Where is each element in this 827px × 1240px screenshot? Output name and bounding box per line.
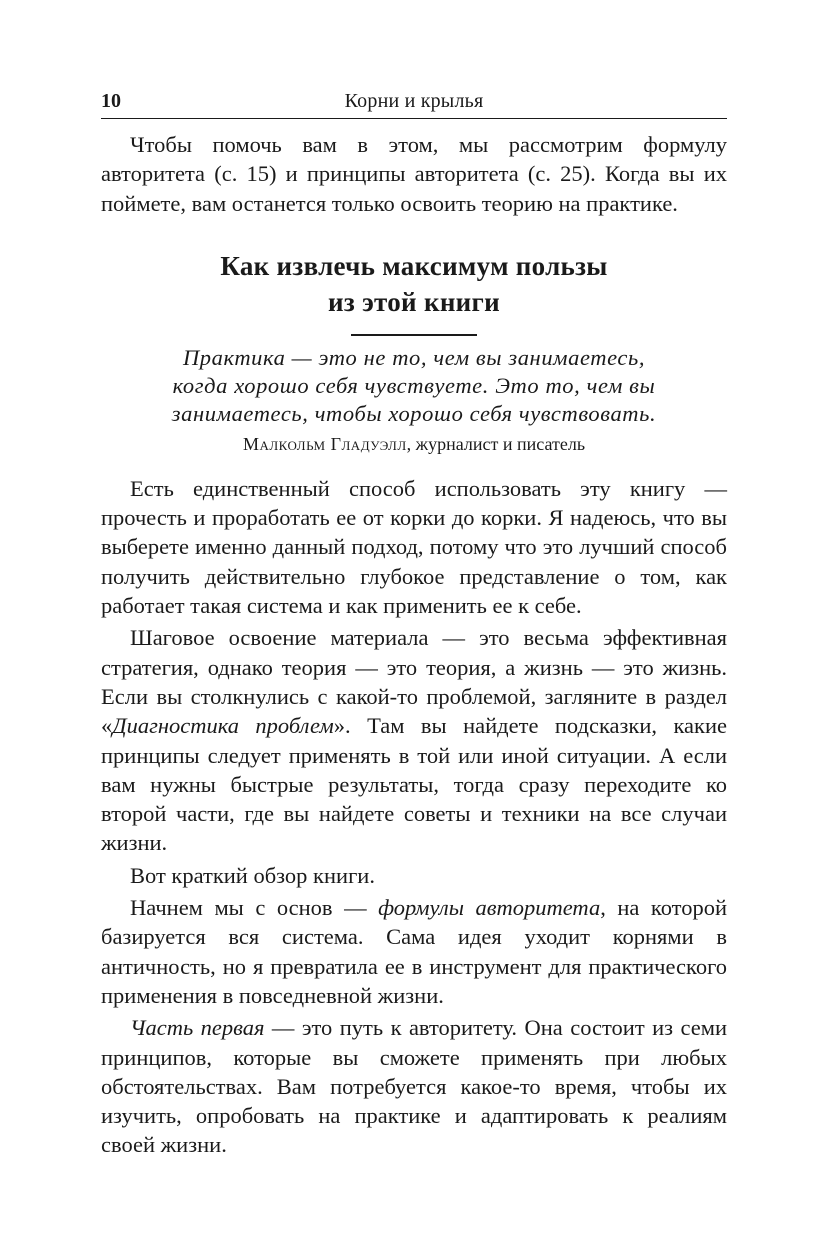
p5-emphasis: Часть первая (130, 1015, 265, 1041)
body-paragraph-3: Вот краткий обзор книги. (130, 862, 375, 888)
epigraph-attribution (101, 432, 727, 456)
body-paragraph-2 (101, 623, 727, 857)
intro-paragraph: Чтобы помочь вам в этом, мы рассмотрим формулу авторитета (с. 15) и принципы авторитета (с. 25). Когда вы их поймете, вам останется только освоить теорию на практике. (101, 132, 727, 216)
epigraph (101, 344, 727, 428)
epigraph-line-1: Практика — это не то, чем вы занимаетесь, (182, 344, 646, 370)
epigraph-line-3: занимаетесь, чтобы хорошо себя чувствовать. (171, 400, 657, 426)
running-head (101, 86, 727, 116)
body-paragraph-4 (101, 893, 727, 1010)
p2-text-end: ». Там вы найдете подсказки, какие принципы следует применять в той или иной ситуации. А если вам нужны быстрые результаты, тогда сразу переходите ко второй части, где вы найдете советы и техники на все случаи жизни. (101, 713, 727, 856)
epigraph-author: Малкольм Гладуэлл (242, 433, 407, 454)
header-rule (101, 118, 727, 119)
p4-text-end: , на которой базируется вся система. Сама идея уходит корнями в античность, но я превратила ее в инструмент для практического применения в повседневной жизни. (101, 895, 727, 1008)
body-paragraph-5 (101, 1013, 727, 1159)
p4-emphasis: формулы авторитета (378, 895, 601, 921)
body-text (101, 474, 727, 1160)
book-page (101, 86, 727, 1160)
section-title-line-1: Как извлечь максимум пользы (220, 250, 608, 281)
page-number: 10 (101, 90, 121, 112)
p5-text-end: — это путь к авторитету. Она состоит из семи принципов, которые вы сможете применять при любых обстоятельствах. Вам потребуется какое-то время, чтобы их изучить, опробовать на практике и адаптировать к реалиям своей жизни. (101, 1015, 727, 1158)
body-paragraph-1: Есть единственный способ использовать эту книгу — прочесть и проработать ее от корки до корки. Я надеюсь, что вы выберете именно данный подход, потому что это лучший способ получить действительно глубокое представление о том, как работает такая система и как применить ее к себе. (101, 475, 727, 619)
title-underline-rule (351, 334, 477, 336)
epigraph-author-role: , журналист и писатель (406, 433, 586, 454)
running-title: Корни и крылья (344, 90, 484, 112)
p2-text-start: Шаговое освоение материала — это весьма эффективная стратегия, однако теория — это теория, а жизнь — это жизнь. Если вы столкнулись с какой-то проблемой, загляните в раздел « (101, 625, 727, 739)
p2-emphasis: Диагностика проблем (112, 713, 334, 739)
epigraph-line-2: когда хорошо себя чувствуете. Это то, чем вы (172, 372, 656, 398)
section-title-line-2: из этой книги (328, 286, 500, 317)
p4-text-start: Начнем мы с основ — (130, 895, 379, 921)
section-title (101, 248, 727, 320)
